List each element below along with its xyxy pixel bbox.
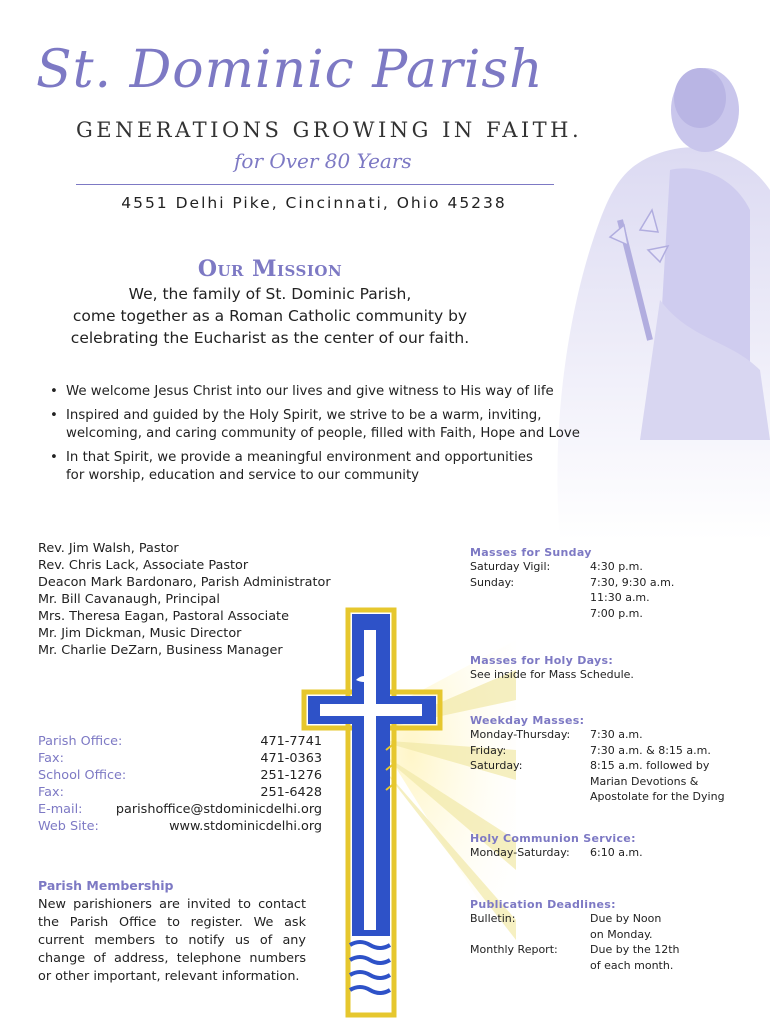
parish-title: St. Dominic Parish: [36, 40, 544, 100]
schedule-row: Marian Devotions &: [590, 774, 699, 788]
staff-item: Mr. Charlie DeZarn, Business Manager: [38, 643, 283, 658]
bullet-dot-icon: •: [50, 408, 58, 423]
schedule-row: Friday: 7:30 a.m. & 8:15 a.m.: [470, 743, 711, 757]
staff-item: Rev. Chris Lack, Associate Pastor: [38, 558, 249, 573]
parish-address: 4551 Delhi Pike, Cincinnati, Ohio 45238: [121, 194, 507, 212]
mission-bullets: [46, 383, 626, 491]
section-heading: Holy Communion Service:: [470, 832, 636, 845]
mission-line: come together as a Roman Catholic community by: [72, 307, 468, 325]
staff-item: Deacon Mark Bardonaro, Parish Administrator: [38, 575, 331, 590]
schedule-row: of each month.: [590, 958, 674, 972]
mission-line: We, the family of St. Dominic Parish,: [128, 285, 412, 303]
staff-item: Mr. Bill Cavanaugh, Principal: [38, 592, 220, 607]
contact-row: School Office: 251-1276: [38, 768, 322, 783]
section-heading: Masses for Sunday: [470, 546, 592, 559]
staff-item: Mr. Jim Dickman, Music Director: [38, 626, 242, 641]
schedule-row: 7:00 p.m.: [590, 606, 643, 620]
schedule-row: Sunday: 7:30, 9:30 a.m.: [470, 575, 675, 589]
contact-row: Web Site: www.stdominicdelhi.org: [38, 819, 322, 834]
contact-info: [38, 733, 322, 835]
staff-item: Mrs. Theresa Eagan, Pastoral Associate: [38, 609, 289, 624]
schedule-row: Monday-Thursday: 7:30 a.m.: [470, 728, 643, 741]
email-link[interactable]: parishoffice@stdominicdelhi.org: [115, 802, 322, 817]
publication-deadlines: [470, 898, 760, 973]
sunday-masses: [470, 546, 760, 621]
website-link[interactable]: www.stdominicdelhi.org: [169, 819, 322, 834]
section-heading: Weekday Masses:: [470, 714, 585, 727]
membership-heading: Parish Membership: [38, 878, 174, 893]
header-divider: [76, 184, 554, 185]
bullet-dot-icon: •: [50, 384, 58, 399]
communion-service: [470, 832, 760, 861]
schedule-row: Apostolate for the Dying: [590, 790, 725, 803]
holy-day-masses: [470, 654, 760, 683]
section-heading: Publication Deadlines:: [470, 898, 616, 911]
membership-text: New parishioners are invited to contact the Parish Office to register. We ask current members to notify us of any change of address, telephone numbers or other important, relevant information.: [38, 897, 306, 984]
schedule-row: Monthly Report: Due by the 12th: [470, 943, 680, 956]
contact-row: Fax: 251-6428: [38, 785, 322, 800]
weekday-masses: [470, 714, 760, 805]
holy-day-note: See inside for Mass Schedule.: [470, 668, 634, 681]
bullet-dot-icon: •: [50, 450, 58, 465]
mission-heading: Our Mission: [197, 256, 343, 282]
contact-row: Parish Office: 471-7741: [38, 734, 322, 749]
mission-line: celebrating the Eucharist as the center of our faith.: [70, 329, 470, 347]
mission-bullet: • In that Spirit, we provide a meaningful environment and opportunities for worship, education and service to our community: [50, 450, 533, 483]
parish-since: for Over 80 Years: [234, 149, 412, 173]
schedule-row: Saturday: 8:15 a.m. followed by: [470, 759, 710, 772]
contact-row: E-mail: parishoffice@stdominicdelhi.org: [38, 802, 322, 817]
staff-item: Rev. Jim Walsh, Pastor: [38, 541, 179, 556]
mission-bullet: • Inspired and guided by the Holy Spirit, we strive to be a warm, inviting, welcoming, and caring community of people, filled with Faith, Hope and Love: [50, 408, 580, 441]
schedule-row: Bulletin: Due by Noon: [470, 912, 662, 925]
mission-bullet: • We welcome Jesus Christ into our lives and give witness to His way of life: [50, 384, 554, 399]
section-heading: Masses for Holy Days:: [470, 654, 614, 667]
schedule-row: on Monday.: [590, 927, 653, 941]
mission-statement: [30, 283, 510, 349]
schedule-row: 11:30 a.m.: [590, 591, 650, 604]
contact-row: Fax: 471-0363: [38, 751, 322, 766]
staff-list: [38, 540, 331, 659]
schedule-row: Saturday Vigil: 4:30 p.m.: [470, 560, 643, 573]
parish-tagline: GENERATIONS GROWING IN FAITH.: [76, 118, 583, 142]
schedule-row: Monday-Saturday: 6:10 a.m.: [470, 846, 643, 859]
